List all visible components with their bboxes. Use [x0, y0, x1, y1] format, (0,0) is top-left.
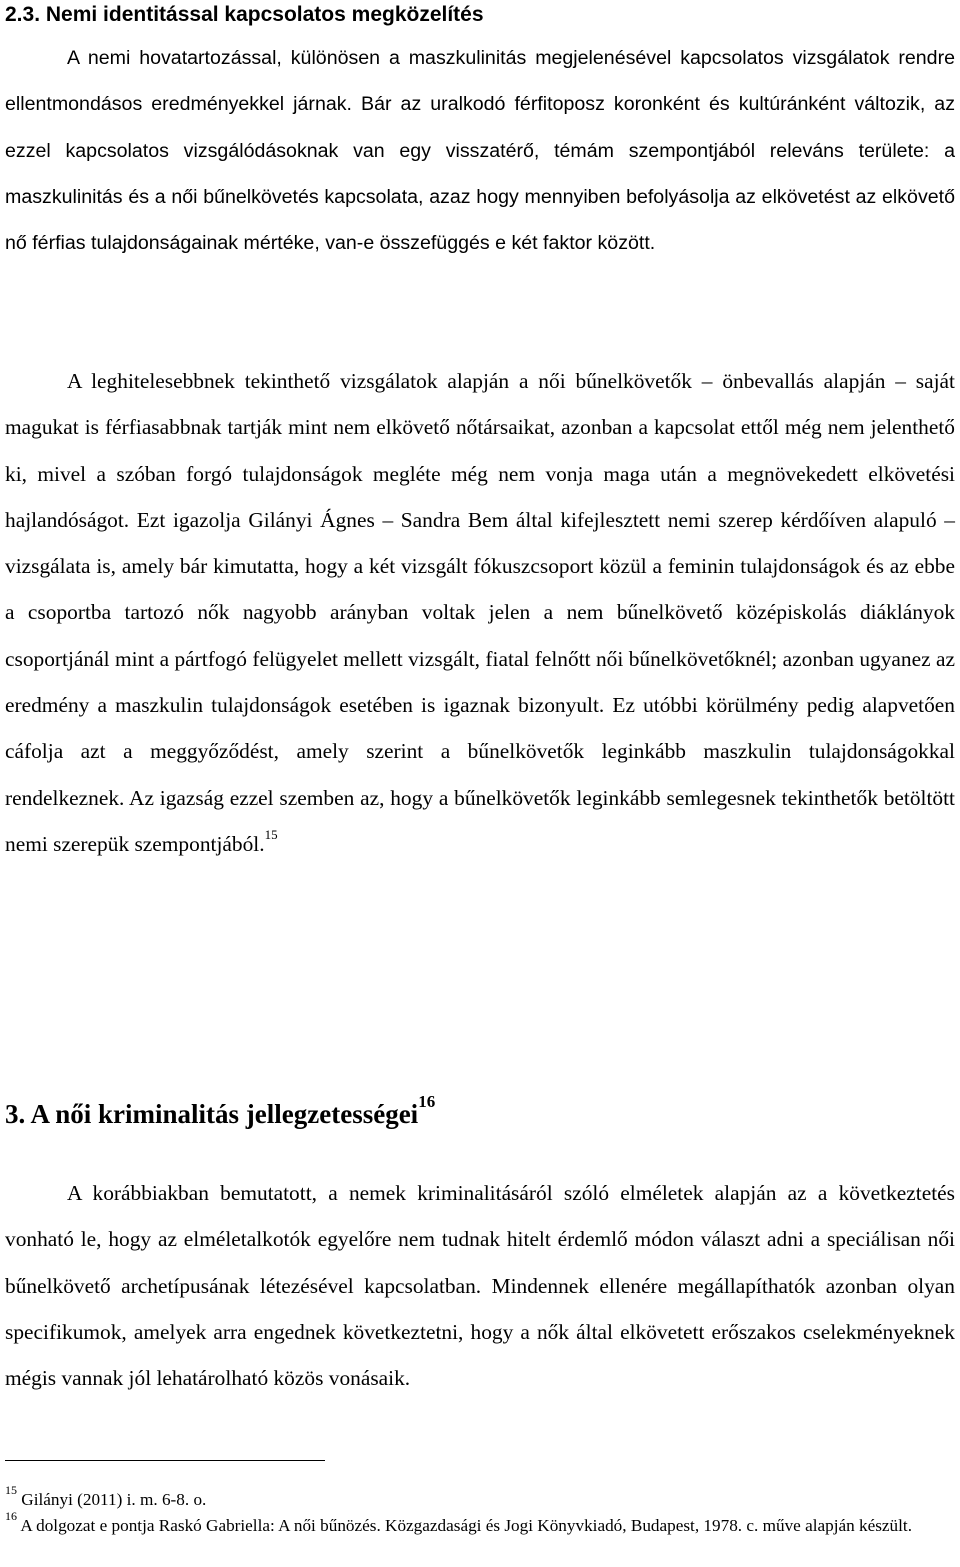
paragraph-text: A nemi hovatartozással, különösen a maszkulinitás megjelenésével kapcsolatos vizsgálatok rendre ellentmondásos eredményekkel járnak. Bár az uralkodó férfitoposz koronként és kultúránként változik, az ezzel kapcsolatos vizsgálódásoknak van egy visszatérő, témám szempontjából releváns területe: a maszkulinitás és a női bűnelkövetés kapcsolata, azaz hogy mennyiben befolyásolja az elkövetést az elkövető nő férfias tulajdonságainak mértéke, van-e összefüggés e két faktor között.	[5, 47, 955, 255]
paragraph-text: A leghitelesebbnek tekinthető vizsgálatok alapján a női bűnelkövetők – önbevallás alapján – saját magukat is férfiasabbnak tartják mint nem elkövető nőtársaikat, azonban a kapcsolat ettől még nem jelenthető ki, mivel a szóban forgó tulajdonságok megléte még nem vonja maga után a megnövekedett elkövetési hajlandóságot. Ezt igazolja Gilányi Ágnes – Sandra Bem által kifejlesztett nemi szerep kérdőíven alapuló – vizsgálata is, amely bár kimutatta, hogy a két vizsgált fókuszcsoport közül a feminin tulajdonságok és az ebbe a csoportba tartozó nők nagyobb arányban voltak jelen a nem bűnelkövető középiskolás diáklányok csoportjánál mint a pártfogó felügyelet mellett vizsgált, fiatal felnőtt női bűnelkövetőknél; azonban ugyanez az eredmény a maszkulin tulajdonságok esetében is igaznak bizonyult. Ez utóbbi körülmény pedig alapvetően cáfolja azt a meggyőződést, amely szerint a bűnelkövetők leginkább maszkulin tulajdonságokkal rendelkeznek. Az igazság ezzel szemben az, hogy a bűnelkövetők leginkább semlegesnek tekinthetők betöltött nemi szerepük szempontjából.	[5, 369, 955, 856]
footnote-text: A dolgozat e pontja Raskó Gabriella: A női bűnözés. Közgazdasági és Jogi Könyvkiadó, Budapest, 1978. c. műve alapján készült.	[20, 1516, 913, 1535]
footnote	[5, 1509, 955, 1539]
paragraph-research-findings	[5, 358, 955, 867]
chapter-title	[5, 1094, 435, 1134]
footnote-number: 15	[5, 1483, 17, 1498]
footnote-reference[interactable]: 16	[418, 1092, 436, 1111]
paragraph-female-criminality	[5, 1170, 955, 1401]
paragraph-gender-identity	[5, 35, 955, 266]
chapter-title-text: 3. A női kriminalitás jellegzetességei	[5, 1099, 419, 1129]
subsection-title: 2.3. Nemi identitással kapcsolatos megközelítés	[5, 3, 484, 26]
footnote-text: Gilányi (2011) i. m. 6-8. o.	[21, 1490, 207, 1509]
footnote-separator	[5, 1460, 325, 1461]
footnote-reference[interactable]: 15	[264, 826, 278, 842]
footnote	[5, 1483, 955, 1513]
paragraph-text: A korábbiakban bemutatott, a nemek kriminalitásáról szóló elméletek alapján az a következtetés vonható le, hogy az elméletalkotók egyelőre nem tudnak hitelt érdemlő módon választ adni a speciálisan női bűnelkövető archetípusának létezésével kapcsolatban. Mindennek ellenére megállapíthatók azonban olyan specifikumok, amelyek arra engednek következtetni, hogy a nők által elkövetett erőszakos cselekményeknek mégis vannak jól lehatárolható közös vonásaik.	[5, 1181, 955, 1391]
footnote-number: 16	[5, 1509, 17, 1524]
